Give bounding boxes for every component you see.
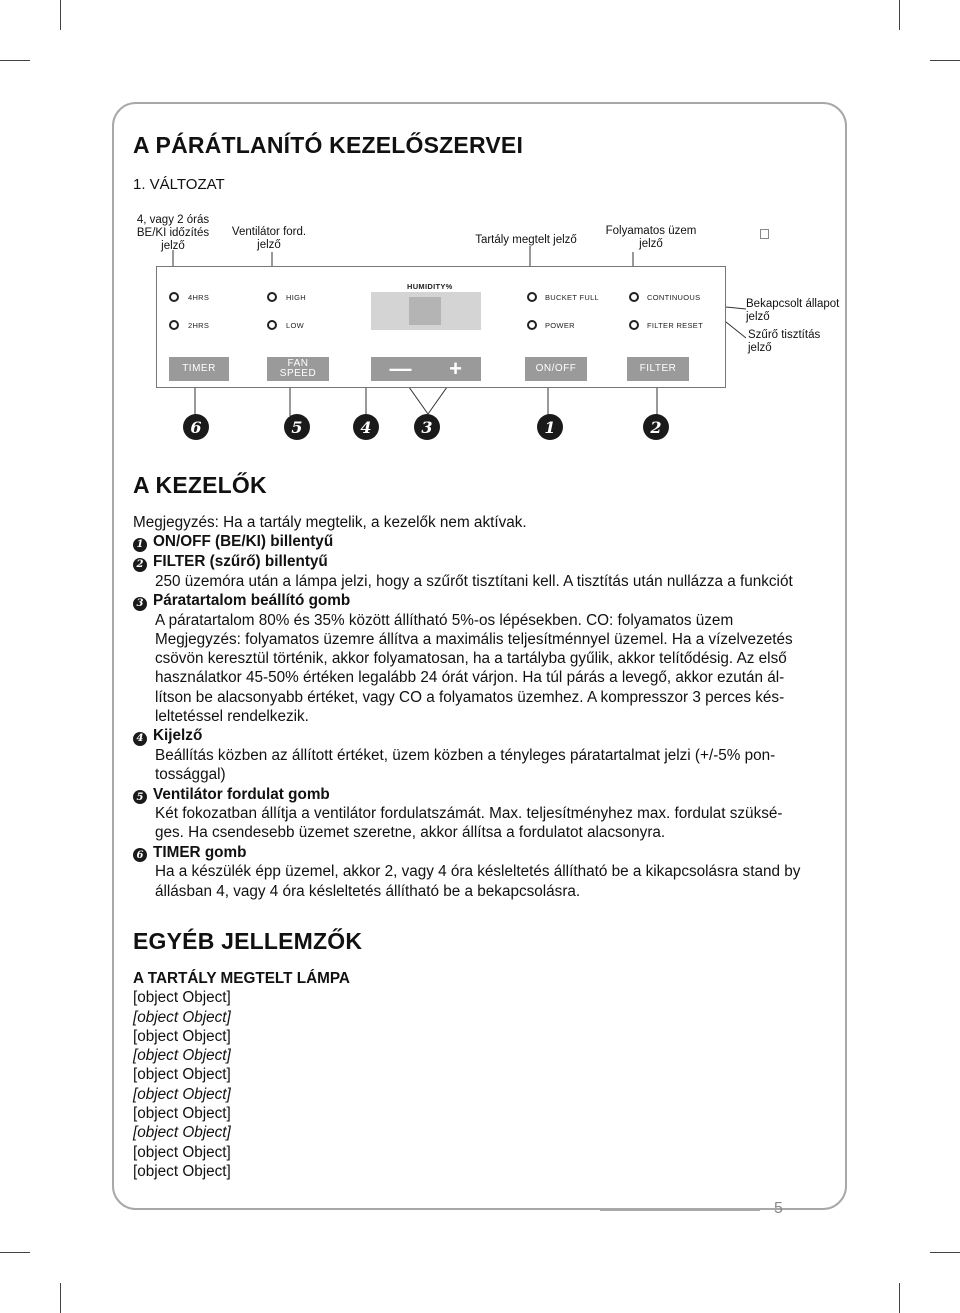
label-2hrs: 2HRS [188, 321, 210, 330]
label-bucket-full: BUCKET FULL [545, 293, 600, 302]
marker-1: 1 [537, 414, 563, 440]
humidity-label: HUMIDITY% [407, 282, 453, 291]
display-window [409, 297, 441, 325]
crop-mark [899, 1283, 900, 1313]
other-features-heading: EGYÉB JELLEMZŐK [133, 928, 363, 954]
control-item-1: 1 ON/OFF (BE/KI) billentyű [133, 532, 833, 552]
led-high [267, 292, 277, 302]
led-continuous [629, 292, 639, 302]
control-item-3: 3 Páratartalom beállító gomb [133, 591, 833, 611]
marker-6: 6 [183, 414, 209, 440]
variant-label: 1. VÁLTOZAT [133, 176, 225, 193]
label-filter-reset: FILTER RESET [647, 321, 703, 330]
marker-5: 5 [284, 414, 310, 440]
marker-3: 3 [414, 414, 440, 440]
label-low: LOW [286, 321, 304, 330]
humidity-display [371, 292, 481, 330]
plus-button[interactable]: + [449, 356, 463, 381]
control-item-5: 5 Ventilátor fordulat gomb [133, 785, 833, 805]
crop-mark [60, 1283, 61, 1313]
control-panel [156, 266, 726, 388]
bucket-lamp-subheading: A TARTÁLY MEGTELT LÁMPA [133, 970, 350, 987]
marker-2: 2 [643, 414, 669, 440]
fan-indicator-callout: Ventilátor ford. jelző [231, 226, 307, 251]
control-item-2: 2 FILTER (szűrő) billentyű [133, 552, 833, 572]
timer-button[interactable]: TIMER [169, 357, 229, 381]
leader-lines [0, 0, 960, 460]
crop-mark [0, 1252, 30, 1253]
label-4hrs: 4HRS [188, 293, 210, 302]
filter-indicator-callout: Szűrő tisztítás jelző [748, 329, 821, 354]
control-item-4: 4 Kijelző [133, 726, 833, 746]
led-power [527, 320, 537, 330]
continuous-callout: Folyamatos üzem jelző [605, 225, 697, 250]
minus-button[interactable]: — [389, 356, 413, 381]
fan-speed-button[interactable]: FAN SPEED [267, 357, 329, 381]
label-continuous: CONTINUOUS [647, 293, 701, 302]
bucket-full-callout: Tartály megtelt jelző [475, 234, 577, 246]
control-item-6: 6 TIMER gomb [133, 843, 833, 863]
page-number: 5 [774, 1200, 783, 1217]
crop-mark [930, 1252, 960, 1253]
page-title: A PÁRÁTLANÍTÓ KEZELŐSZERVEI [133, 132, 524, 158]
label-power: POWER [545, 321, 575, 330]
marker-4: 4 [353, 414, 379, 440]
led-4hrs [169, 292, 179, 302]
controls-note: Megjegyzés: Ha a tartály megtelik, a kezelők nem aktívak. [133, 514, 527, 531]
power-indicator-callout: Bekapcsolt állapot jelző [746, 298, 840, 323]
humidity-buttons [371, 357, 481, 381]
controls-heading: A KEZELŐK [133, 472, 267, 498]
led-low [267, 320, 277, 330]
label-high: HIGH [286, 293, 306, 302]
controls-section: Megjegyzés: Ha a tartály megtelik, a kezelők nem aktívak. 1 ON/OFF (BE/KI) billentyű 2 FILTER (szűrő) billentyű 250 üzemóra után a lámpa jelzi, hogy a szűrőt tisztítani kell. A tisztítás után nullázza a funkciót 3 Páratartalom beállító gomb A páratartalom 80% és 35% között állítható 5%-os lépésekben. CO: folyamatos üzem Megjegyzés: folyamatos üzemre állítva a maximális teljesítménnyel üzemel. Ha a vízelvezetés csövön keresztül történik, akkor folyamatosan, ha a tartályba gyűlik, akkor telítődésig. Az első használatkor 45-50% értéken legalább 24 órát várjon. Ha túl párás a levegő, akkor ezután ál- lítson be alacsonyabb értéket, vagy CO a folyamatos üzemhez. A kompresszor 3 perces kés- leltetéssel rendelkezik. 4 Kijelző Beállítás közben az állított értéket, üzem közben a tényleges páratartalmat jelzi (+/-5% pon- tossággal) 5 Ventilátor fordulat gomb Két fokozatban állítja a ventilátor fordulatszámát. Max. teljesítményhez max. fordulat szüksé- ges. Ha csendesebb üzemet szeretne, akkor állítsa a fordulatot alacsonyra. 6 TIMER gomb Ha a készülék épp üzemel, akkor 2, vagy 4 óra késleltetés állítható be a kikapcsolásra stand by állásban 4, vagy 4 óra késleltetés állítható be a bekapcsolásra. [133, 513, 833, 901]
onoff-button[interactable]: ON/OFF [525, 357, 587, 381]
other-features-section: A TARTÁLY MEGTELT LÁMPA [object Object] [object Object] [object Object] [object Object] [object Object] [object Object] [object Object] [object Object] [object Object] [object Object] [133, 969, 833, 1181]
led-2hrs [169, 320, 179, 330]
filter-button[interactable]: FILTER [627, 357, 689, 381]
led-bucket-full [527, 292, 537, 302]
led-filter-reset [629, 320, 639, 330]
timer-indicator-callout: 4, vagy 2 órás BE/KI időzítés jelző [136, 214, 210, 252]
footer-rule [600, 1210, 760, 1211]
